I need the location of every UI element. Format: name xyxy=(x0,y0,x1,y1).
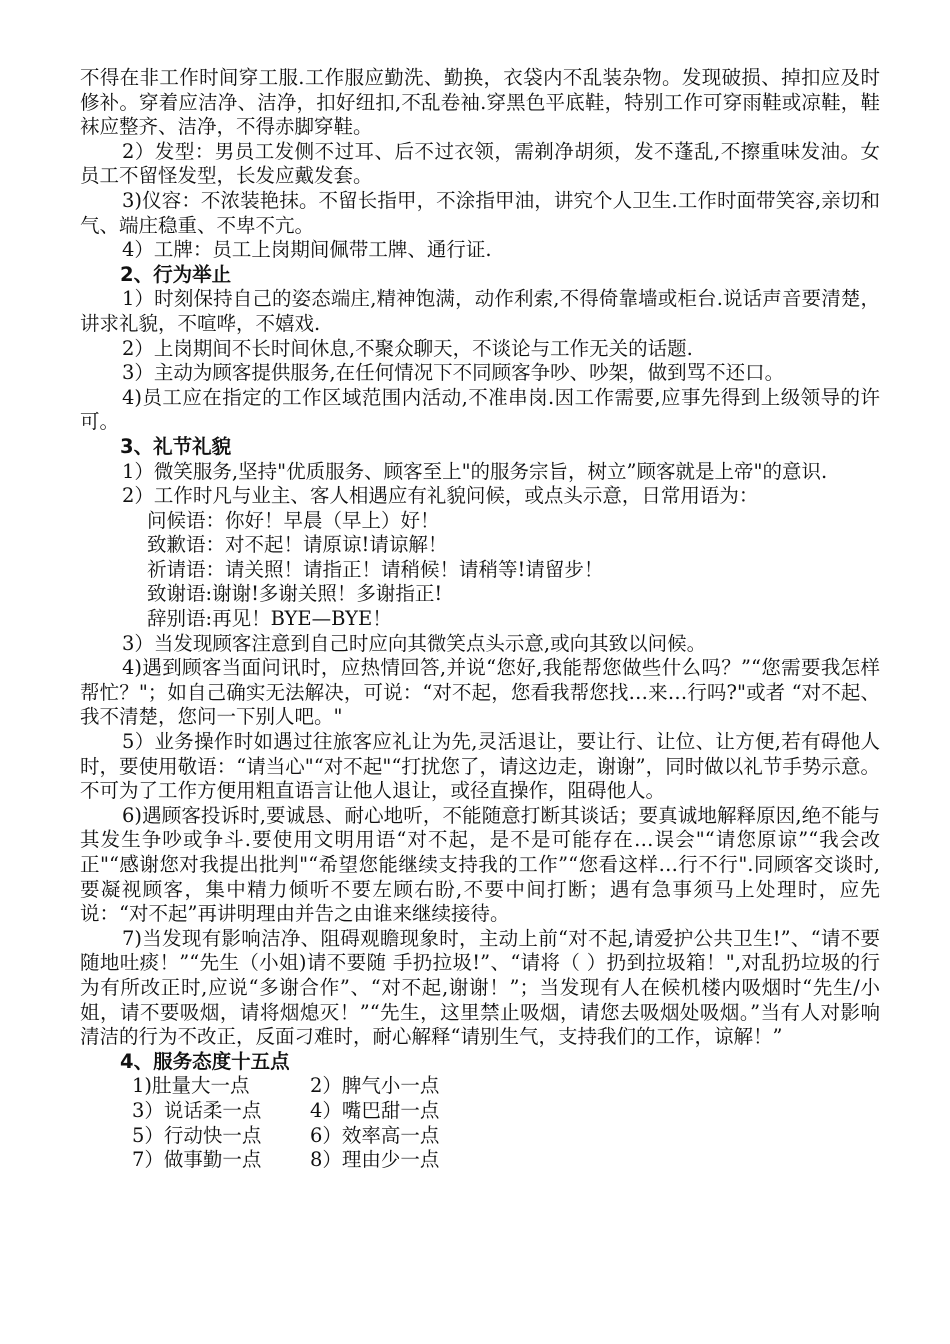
attitude-item: 3）说话柔一点 xyxy=(132,1098,262,1122)
section-heading-etiquette: 3、礼节礼貌 xyxy=(120,434,232,458)
section-heading-attitude: 4、服务态度十五点 xyxy=(120,1049,290,1073)
attitude-item: 7）做事勤一点 xyxy=(132,1148,262,1172)
attitude-row xyxy=(80,1148,880,1173)
paragraph-notice: 3）当发现顾客注意到自己时应向其微笑点头示意,或向其致以问候。 xyxy=(122,631,707,655)
attitude-item: 5）行动快一点 xyxy=(132,1123,262,1147)
attitude-item: 6）效率高一点 xyxy=(310,1123,440,1147)
paragraph-badge: 4）工牌：员工上岗期间佩带工牌、通行证. xyxy=(122,238,492,262)
paragraph-posture: 1）时刻保持自己的姿态端庄,精神饱满，动作利索,不得倚靠墙或柜台.说话声音要清楚，讲求礼貌，不喧哗，不嬉戏. xyxy=(80,287,880,335)
phrase-apology: 致歉语：对不起！请原谅!请谅解！ xyxy=(147,533,448,557)
paragraph-complaint: 6)遇顾客投诉时,要诚恳、耐心地听，不能随意打断其谈话；要真诚地解释原因,绝不能与其发生争吵或争斗.要使用文明用语“对不起，是不是可能存在…误会"“请您原谅”“我会改正"“感谢您对我提出批判"“希望您能继续支持我的工作”“您看这样…行不行".同顾客交谈时,要凝视顾客，集中精力倾听不要左顾右盼,不要中间打断；遇有急事须马上处理时，应先说：“对不起”再讲明理由并告之由谁来继续接待。 xyxy=(80,803,880,926)
document-page xyxy=(80,66,880,1173)
phrase-request: 祈请语：请关照！请指正！请稍候！请稍等!请留步！ xyxy=(147,557,604,581)
paragraph-rest: 2）上岗期间不长时间休息,不聚众聊天，不谈论与工作无关的话题. xyxy=(122,336,693,360)
paragraph-uniform: 不得在非工作时间穿工服.工作服应勤洗、勤换，衣袋内不乱装杂物。发现破损、掉扣应及时修补。穿着应洁净、洁净，扣好纽扣,不乱卷袖.穿黑色平底鞋，特别工作可穿雨鞋或凉鞋，鞋袜应整齐、洁净，不得赤脚穿鞋。 xyxy=(80,66,880,139)
paragraph-operation: 5）业务操作时如遇过往旅客应礼让为先,灵活退让，要让行、让位、让方便,若有碍他人时，要使用敬语：“请当心"“对不起"“打扰您了，请这边走，谢谢”，同时做以礼节手势示意。不可为了工作方便用粗直语言让他人退让，或径直操作，阻碍他人。 xyxy=(80,730,880,803)
attitude-row xyxy=(80,1124,880,1149)
phrase-greeting: 问候语：你好！早晨（早上）好！ xyxy=(147,508,440,532)
attitude-row xyxy=(80,1074,880,1099)
attitude-item: 8）理由少一点 xyxy=(310,1148,440,1172)
attitude-row xyxy=(80,1099,880,1124)
attitude-item: 1)肚量大一点 xyxy=(132,1074,250,1098)
phrase-farewell: 辞别语:再见！BYE—BYE！ xyxy=(147,607,392,631)
attitude-item: 4）嘴巴甜一点 xyxy=(310,1098,440,1122)
attitude-item: 2）脾气小一点 xyxy=(310,1074,440,1098)
paragraph-service: 3）主动为顾客提供服务,在任何情况下不同顾客争吵、吵架，做到骂不还口。 xyxy=(122,361,785,385)
section-heading-behavior: 2、行为举止 xyxy=(120,262,232,286)
paragraph-appearance: 3)仪容：不浓装艳抹。不留长指甲，不涂指甲油，讲究个人卫生.工作时面带笑容,亲切和气、端庄稳重、不卑不亢。 xyxy=(80,188,880,237)
phrase-thanks: 致谢语:谢谢!多谢关照！多谢指正! xyxy=(147,582,443,606)
paragraph-hygiene: 7)当发现有影响洁净、阻碍观瞻现象时，主动上前“对不起,请爱护公共卫生!”、“请不要随地吐痰！”“先生（小姐)请不要随 手扔拉圾!”、“请将（ ）扔到拉圾箱！",对乱扔垃圾的行为有所改正时,应说“多谢合作”、“对不起,谢谢！”；当发现有人在候机楼内吸烟时“先生/小姐，请不要吸烟，请将烟熄灭！”“先生，这里禁止吸烟，请您去吸烟处吸烟。”当有人对影响清洁的行为不改正，反面刁难时，耐心解释“请别生气，支持我们的工作，谅解！” xyxy=(80,926,880,1049)
paragraph-smile: 1）微笑服务,坚持"优质服务、顾客至上"的服务宗旨，树立”顾客就是上帝"的意识. xyxy=(122,459,828,483)
paragraph-inquiry: 4)遇到顾客当面问讯时，应热情回答,并说“您好,我能帮您做些什么吗？”“您需要我怎样帮忙？"；如自己确实无法解决，可说：“对不起，您看我帮您找…来…行吗?"或者 “对不起、我不清楚，您问一下别人吧。" xyxy=(80,656,880,729)
paragraph-work-area: 4)员工应在指定的工作区域范围内活动,不准串岗.因工作需要,应事先得到上级领导的许可。 xyxy=(80,385,880,434)
paragraph-hairstyle: 2）发型：男员工发侧不过耳、后不过衣领，需剃净胡须，发不蓬乱,不擦重味发油。女员工不留怪发型，长发应戴发套。 xyxy=(80,139,880,188)
paragraph-greeting: 2）工作时凡与业主、客人相遇应有礼貌问候，或点头示意，日常用语为： xyxy=(122,484,759,508)
